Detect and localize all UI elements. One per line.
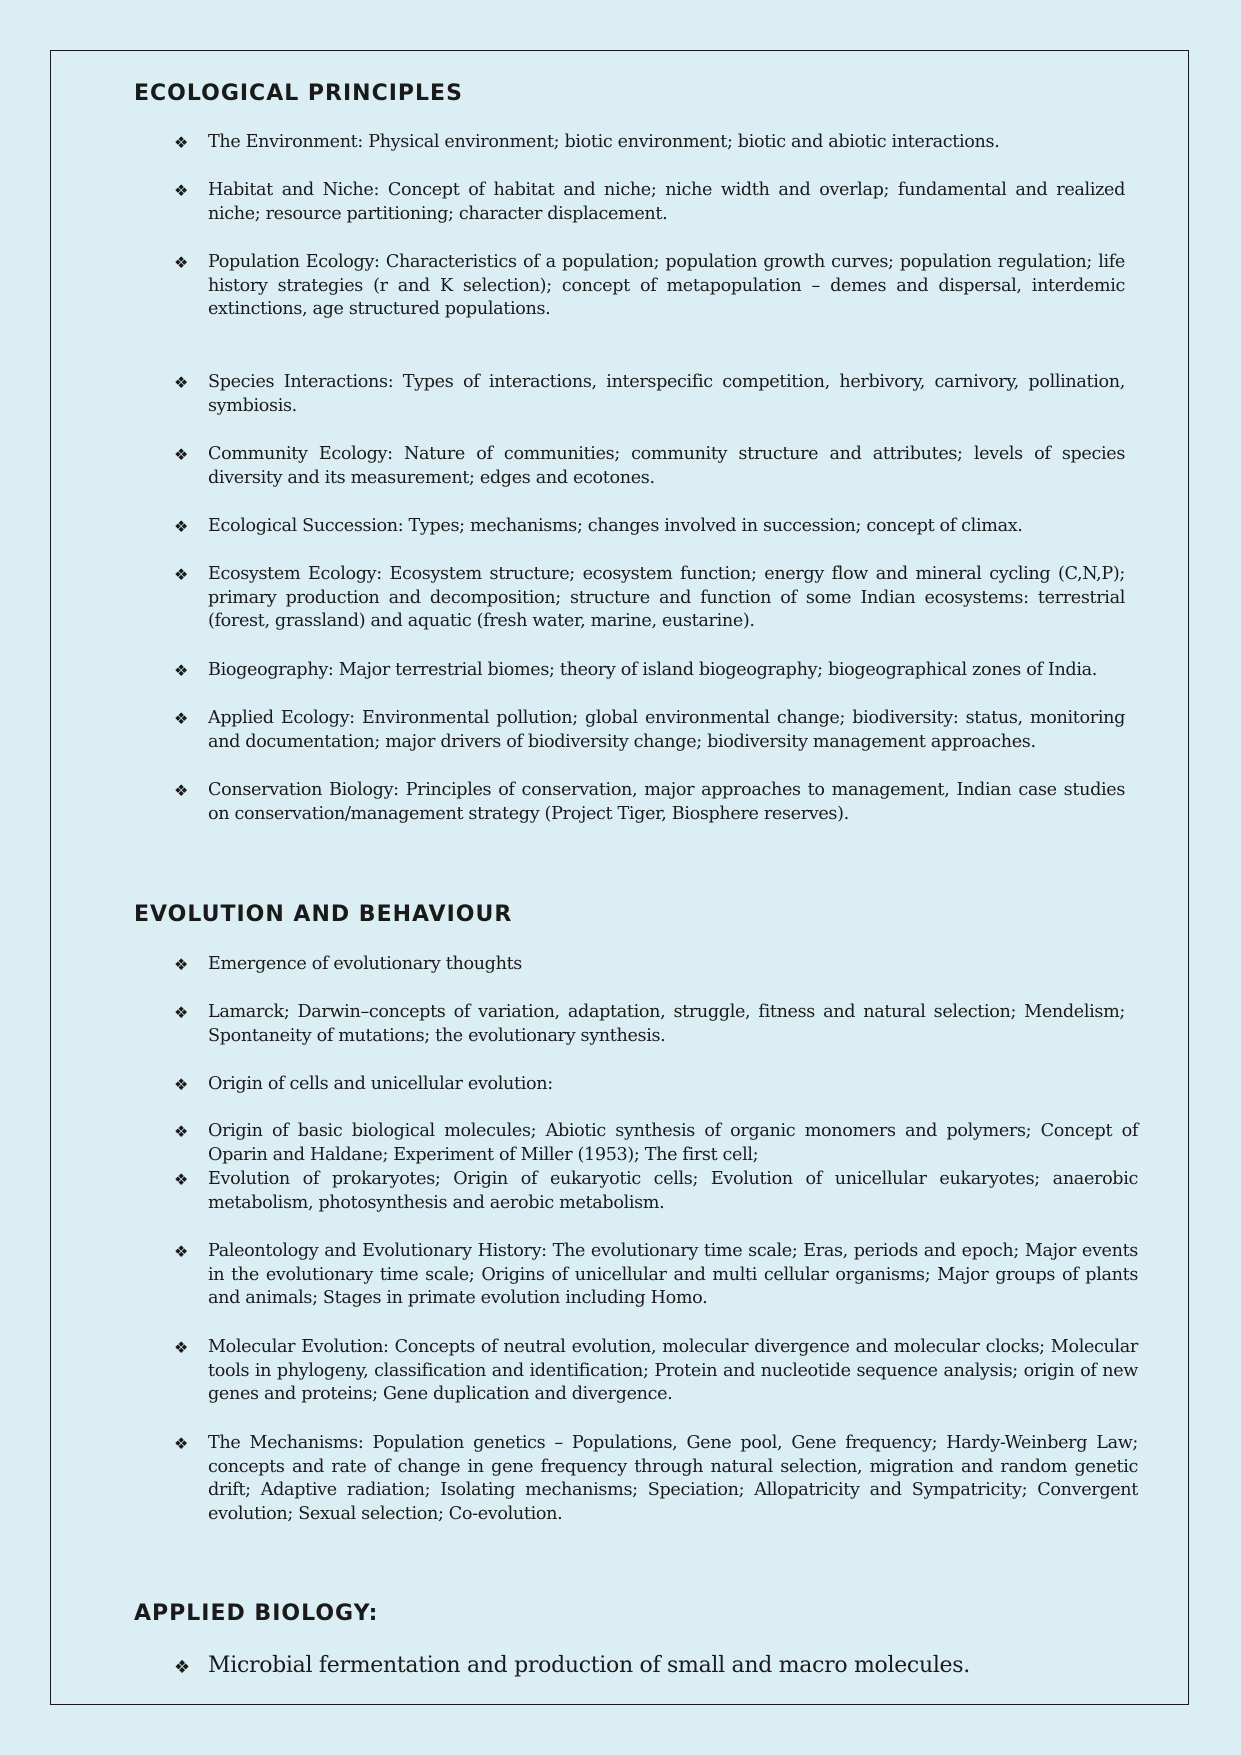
list-item-text: Evolution of prokaryotes; Origin of eukaryotic cells; Evolution of unicellular eukaryotes; anaerobic metabolism, photosynthesis and aerobic metabolism. [208,1169,1138,1213]
list-item-text: Molecular Evolution: Concepts of neutral evolution, molecular divergence and molecular clocks; Molecular tools in phylogeny, classification and identification; Protein and nucleotide sequence analysis; origin of new genes and proteins; Gene duplication and divergence. [208,1337,1138,1404]
list-item [174,1001,1125,1048]
list-item-text: Habitat and Niche: Concept of habitat and niche; niche width and overlap; fundamental and realized niche; resource partitioning; character displacement. [208,180,1125,224]
list-item-text: Ecosystem Ecology: Ecosystem structure; ecosystem function; energy flow and mineral cycling (C,N,P); primary production and decomposition; structure and function of some Indian ecosystems: terrestrial (forest, grassland) and aquatic (fresh water, marine, eustarine). [208,564,1125,631]
section-heading-evolution-and-behaviour: EVOLUTION AND BEHAVIOUR [134,902,513,927]
list-item-text: Species Interactions: Types of interactions, interspecific competition, herbivory, carnivory, pollination, symbiosis. [208,372,1125,416]
list-item [174,1432,1138,1526]
diamond-bullet-icon: ❖ [174,253,188,272]
list-item [174,707,1125,754]
list-item-text: Conservation Biology: Principles of conservation, major approaches to management, Indian case studies on conservation/management strategy (Project Tiger, Biosphere reserves). [208,780,1125,824]
list-item-text: Lamarck; Darwin–concepts of variation, adaptation, struggle, fitness and natural selection; Mendelism; Spontaneity of mutations; the evolutionary synthesis. [208,1002,1125,1046]
list-item [174,1073,1138,1097]
diamond-bullet-icon: ❖ [174,565,188,584]
diamond-bullet-icon: ❖ [174,445,188,464]
list-item [174,659,1125,683]
diamond-bullet-icon: ❖ [174,1434,188,1453]
list-item-text: Biogeography: Major terrestrial biomes; theory of island biogeography; biogeographical zones of India. [208,660,1098,680]
list-item-text: Community Ecology: Nature of communities; community structure and attributes; levels of species diversity and its measurement; edges and ecotones. [208,444,1125,488]
list-item [174,179,1125,226]
section-heading-ecological-principles: ECOLOGICAL PRINCIPLES [134,81,463,106]
list-item-text: Microbial fermentation and production of small and macro molecules. [208,1653,970,1678]
list-item-text: Ecological Succession: Types; mechanisms; changes involved in succession; concept of climax. [208,516,1023,536]
diamond-bullet-icon: ❖ [174,517,188,536]
list-item-text: Origin of cells and unicellular evolution: [208,1074,553,1094]
diamond-bullet-icon: ❖ [174,1242,188,1261]
list-item-text: The Mechanisms: Population genetics – Populations, Gene pool, Gene frequency; Hardy-Weinberg Law; concepts and rate of change in gene frequency through natural selection, migration and random genetic drift; Adaptive radiation; Isolating mechanisms; Speciation; Allopatricity and Sympatricity; Convergent evolution; Sexual selection; Co-evolution. [208,1433,1138,1524]
list-item [174,1168,1138,1215]
diamond-bullet-icon: ❖ [174,133,188,152]
list-item [174,131,1125,155]
diamond-bullet-icon: ❖ [174,709,188,728]
list-item-text: Emergence of evolutionary thoughts [208,954,522,974]
diamond-bullet-icon: ❖ [174,1003,188,1022]
diamond-bullet-icon: ❖ [174,1075,188,1094]
list-item-text: Paleontology and Evolutionary History: The evolutionary time scale; Eras, periods and epoch; Major events in the evolutionary time scale; Origins of unicellular and multi cellular organisms; Major groups of plants and animals; Stages in primate evolution including Homo. [208,1241,1138,1308]
diamond-bullet-icon: ❖ [174,1338,188,1357]
section-heading-applied-biology: APPLIED BIOLOGY: [134,1601,379,1626]
list-item [174,371,1125,418]
diamond-bullet-icon: ❖ [174,661,188,680]
list-item [174,251,1125,322]
diamond-bullet-icon: ❖ [174,181,188,200]
list-item [174,1120,1138,1167]
diamond-bullet-icon: ❖ [174,1122,188,1141]
list-item [174,779,1125,826]
list-item-text: Population Ecology: Characteristics of a population; population growth curves; population regulation; life history strategies (r and K selection); concept of metapopulation – demes and dispersal, interdemic extinctions, age structured populations. [208,252,1125,319]
diamond-bullet-icon: ❖ [174,373,188,392]
diamond-bullet-icon: ❖ [174,955,188,974]
list-item [174,563,1125,634]
diamond-bullet-icon: ❖ [174,1170,188,1189]
diamond-bullet-icon: ❖ [174,781,188,800]
list-item [174,953,1138,977]
list-item-text: The Environment: Physical environment; biotic environment; biotic and abiotic interactions. [208,132,1000,152]
diamond-bullet-icon: ❖ [174,1657,190,1678]
list-item [174,1652,1138,1680]
list-item-text: Applied Ecology: Environmental pollution; global environmental change; biodiversity: status, monitoring and documentation; major drivers of biodiversity change; biodiversity management approaches. [208,708,1125,752]
list-item [174,1336,1138,1407]
list-item [174,515,1125,539]
list-item [174,1240,1138,1311]
list-item [174,443,1125,490]
list-item-text: Origin of basic biological molecules; Abiotic synthesis of organic monomers and polymers; Concept of Oparin and Haldane; Experiment of Miller (1953); The first cell; [208,1121,1138,1165]
